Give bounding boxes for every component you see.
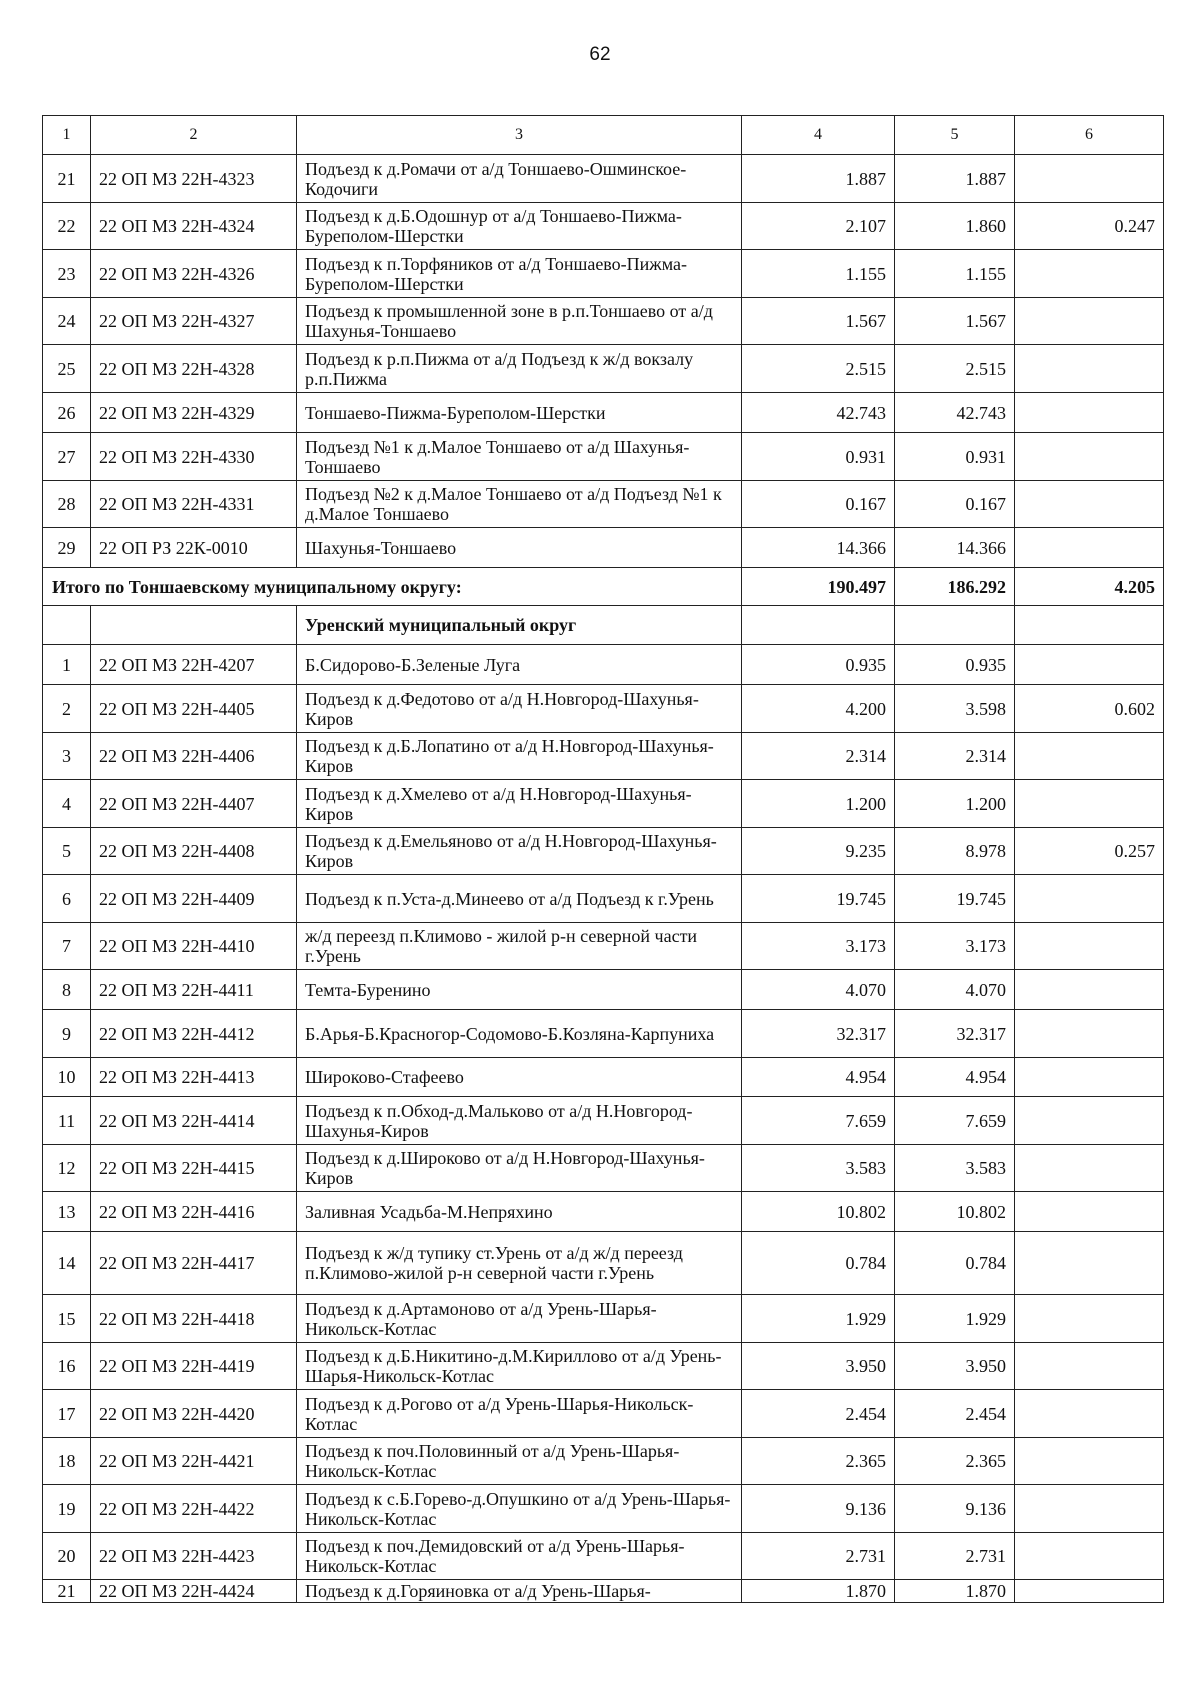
- length-total: 10.802: [742, 1192, 895, 1232]
- header-col-4: 4: [742, 116, 895, 155]
- row-number: 19: [43, 1485, 91, 1533]
- table-row: [43, 970, 1164, 1010]
- empty-cell: [1015, 606, 1164, 645]
- header-col-2: 2: [91, 116, 297, 155]
- row-number: 14: [43, 1232, 91, 1295]
- road-code: 22 ОП МЗ 22Н-4417: [91, 1232, 297, 1295]
- length-total: 3.950: [742, 1343, 895, 1390]
- length-col-5: 14.366: [895, 528, 1015, 568]
- row-number: 17: [43, 1390, 91, 1438]
- row-number: 21: [43, 155, 91, 203]
- row-number: 28: [43, 481, 91, 528]
- length-col-6: [1015, 970, 1164, 1010]
- length-col-5: 1.567: [895, 298, 1015, 345]
- length-col-5: 8.978: [895, 828, 1015, 875]
- road-name: Темта-Буренино: [297, 970, 742, 1010]
- road-code: 22 ОП МЗ 22Н-4331: [91, 481, 297, 528]
- header-col-5: 5: [895, 116, 1015, 155]
- road-code: 22 ОП МЗ 22Н-4405: [91, 685, 297, 733]
- road-name: Подъезд к промышленной зоне в р.п.Тоншаево от а/д Шахунья-Тоншаево: [297, 298, 742, 345]
- length-total: 2.731: [742, 1533, 895, 1580]
- table-row: [43, 1232, 1164, 1295]
- road-name: Подъезд к р.п.Пижма от а/д Подъезд к ж/д вокзалу р.п.Пижма: [297, 345, 742, 393]
- road-code: 22 ОП МЗ 22Н-4207: [91, 645, 297, 685]
- road-code: 22 ОП МЗ 22Н-4419: [91, 1343, 297, 1390]
- length-col-6: [1015, 645, 1164, 685]
- length-col-6: [1015, 393, 1164, 433]
- length-col-6: [1015, 1145, 1164, 1192]
- road-name: Подъезд к с.Б.Горево-д.Опушкино от а/д Урень-Шарья-Никольск-Котлас: [297, 1485, 742, 1533]
- length-col-6: [1015, 250, 1164, 298]
- table-row: [43, 393, 1164, 433]
- length-col-6: [1015, 528, 1164, 568]
- table-row: [43, 828, 1164, 875]
- length-total: 2.454: [742, 1390, 895, 1438]
- length-col-6: [1015, 1580, 1164, 1603]
- road-name: Подъезд №2 к д.Малое Тоншаево от а/д Подъезд №1 к д.Малое Тоншаево: [297, 481, 742, 528]
- table-row: [43, 1058, 1164, 1097]
- row-number: 1: [43, 645, 91, 685]
- length-total: 3.583: [742, 1145, 895, 1192]
- length-col-5: 3.950: [895, 1343, 1015, 1390]
- road-code: 22 ОП МЗ 22Н-4416: [91, 1192, 297, 1232]
- row-number: 20: [43, 1533, 91, 1580]
- length-col-5: 2.314: [895, 733, 1015, 780]
- row-number: 7: [43, 923, 91, 970]
- road-name: Заливная Усадьба-М.Непряхино: [297, 1192, 742, 1232]
- length-total: 0.931: [742, 433, 895, 481]
- table-row: [43, 433, 1164, 481]
- length-col-6: 0.257: [1015, 828, 1164, 875]
- length-total: 4.200: [742, 685, 895, 733]
- total-label: Итого по Тоншаевскому муниципальному округу:: [43, 568, 742, 606]
- header-col-3: 3: [297, 116, 742, 155]
- row-number: 8: [43, 970, 91, 1010]
- length-col-6: [1015, 1010, 1164, 1058]
- row-number: 2: [43, 685, 91, 733]
- table-row: [43, 1145, 1164, 1192]
- length-col-6: [1015, 1343, 1164, 1390]
- row-number: 22: [43, 203, 91, 250]
- length-col-5: 1.860: [895, 203, 1015, 250]
- length-col-6: [1015, 1097, 1164, 1145]
- length-total: 1.155: [742, 250, 895, 298]
- road-name: Подъезд к ж/д тупику ст.Урень от а/д ж/д переезд п.Климово-жилой р-н северной части г.Урень: [297, 1232, 742, 1295]
- road-name: Подъезд к п.Уста-д.Минеево от а/д Подъезд к г.Урень: [297, 875, 742, 923]
- length-col-6: [1015, 1295, 1164, 1343]
- length-col-6: [1015, 1192, 1164, 1232]
- road-code: 22 ОП МЗ 22Н-4411: [91, 970, 297, 1010]
- length-total: 4.070: [742, 970, 895, 1010]
- table-row: [43, 1343, 1164, 1390]
- road-name: Подъезд к д.Емельяново от а/д Н.Новгород-Шахунья-Киров: [297, 828, 742, 875]
- row-number: 10: [43, 1058, 91, 1097]
- length-total: 1.887: [742, 155, 895, 203]
- length-col-5: 1.870: [895, 1580, 1015, 1603]
- length-col-6: [1015, 481, 1164, 528]
- road-name: Подъезд к д.Горяиновка от а/д Урень-Шарья-: [297, 1580, 742, 1603]
- district-title: Уренский муниципальный округ: [297, 606, 742, 645]
- table-row: [43, 528, 1164, 568]
- road-name: Широково-Стафеево: [297, 1058, 742, 1097]
- length-col-5: 2.365: [895, 1438, 1015, 1485]
- empty-cell: [895, 606, 1015, 645]
- row-number: 13: [43, 1192, 91, 1232]
- length-col-6: [1015, 733, 1164, 780]
- row-number: 25: [43, 345, 91, 393]
- road-name: Подъезд к д.Ромачи от а/д Тоншаево-Ошминское-Кодочиги: [297, 155, 742, 203]
- road-name: Подъезд к д.Федотово от а/д Н.Новгород-Шахунья-Киров: [297, 685, 742, 733]
- road-code: 22 ОП РЗ 22К-0010: [91, 528, 297, 568]
- road-code: 22 ОП МЗ 22Н-4330: [91, 433, 297, 481]
- table-row: [43, 1390, 1164, 1438]
- length-total: 9.235: [742, 828, 895, 875]
- road-code: 22 ОП МЗ 22Н-4407: [91, 780, 297, 828]
- length-total: 3.173: [742, 923, 895, 970]
- table-row: [43, 923, 1164, 970]
- length-col-6: [1015, 155, 1164, 203]
- length-col-5: 2.731: [895, 1533, 1015, 1580]
- length-col-5: 1.887: [895, 155, 1015, 203]
- header-row: [43, 116, 1164, 155]
- table-row: [43, 875, 1164, 923]
- empty-cell: [91, 606, 297, 645]
- row-number: 29: [43, 528, 91, 568]
- road-code: 22 ОП МЗ 22Н-4409: [91, 875, 297, 923]
- length-total: 42.743: [742, 393, 895, 433]
- road-name: Подъезд к д.Хмелево от а/д Н.Новгород-Шахунья-Киров: [297, 780, 742, 828]
- length-col-5: 4.070: [895, 970, 1015, 1010]
- row-number: 24: [43, 298, 91, 345]
- table-row: [43, 685, 1164, 733]
- road-name: Шахунья-Тоншаево: [297, 528, 742, 568]
- row-number: 23: [43, 250, 91, 298]
- length-col-6: [1015, 1058, 1164, 1097]
- total-col-6: 4.205: [1015, 568, 1164, 606]
- length-total: 9.136: [742, 1485, 895, 1533]
- road-name: Подъезд к п.Обход-д.Мальково от а/д Н.Новгород-Шахунья-Киров: [297, 1097, 742, 1145]
- length-total: 32.317: [742, 1010, 895, 1058]
- length-col-6: [1015, 923, 1164, 970]
- road-code: 22 ОП МЗ 22Н-4421: [91, 1438, 297, 1485]
- length-col-5: 0.931: [895, 433, 1015, 481]
- row-number: 3: [43, 733, 91, 780]
- length-col-6: [1015, 875, 1164, 923]
- table-row: [43, 203, 1164, 250]
- length-col-6: [1015, 1485, 1164, 1533]
- length-col-5: 19.745: [895, 875, 1015, 923]
- length-col-6: [1015, 1533, 1164, 1580]
- length-col-5: 42.743: [895, 393, 1015, 433]
- length-col-5: 2.515: [895, 345, 1015, 393]
- length-col-5: 4.954: [895, 1058, 1015, 1097]
- table-row: [43, 1010, 1164, 1058]
- length-col-5: 1.155: [895, 250, 1015, 298]
- table-row: [43, 780, 1164, 828]
- length-col-5: 3.173: [895, 923, 1015, 970]
- length-col-5: 0.167: [895, 481, 1015, 528]
- road-name: Подъезд к поч.Половинный от а/д Урень-Шарья-Никольск-Котлас: [297, 1438, 742, 1485]
- road-name: ж/д переезд п.Климово - жилой р-н северной части г.Урень: [297, 923, 742, 970]
- table-row: [43, 645, 1164, 685]
- table-row: [43, 155, 1164, 203]
- length-total: 7.659: [742, 1097, 895, 1145]
- table-row: [43, 1485, 1164, 1533]
- table-row: [43, 250, 1164, 298]
- total-col-5: 186.292: [895, 568, 1015, 606]
- road-code: 22 ОП МЗ 22Н-4327: [91, 298, 297, 345]
- length-total: 2.365: [742, 1438, 895, 1485]
- road-name: Подъезд к д.Б.Одошнур от а/д Тоншаево-Пижма-Буреполом-Шерстки: [297, 203, 742, 250]
- length-total: 2.515: [742, 345, 895, 393]
- header-col-6: 6: [1015, 116, 1164, 155]
- length-col-5: 3.583: [895, 1145, 1015, 1192]
- length-total: 0.784: [742, 1232, 895, 1295]
- road-code: 22 ОП МЗ 22Н-4412: [91, 1010, 297, 1058]
- road-code: 22 ОП МЗ 22Н-4406: [91, 733, 297, 780]
- district-heading-row: [43, 606, 1164, 645]
- road-name: Подъезд к д.Б.Никитино-д.М.Кириллово от а/д Урень-Шарья-Никольск-Котлас: [297, 1343, 742, 1390]
- total-length: 190.497: [742, 568, 895, 606]
- road-code: 22 ОП МЗ 22Н-4424: [91, 1580, 297, 1603]
- length-col-5: 1.929: [895, 1295, 1015, 1343]
- length-col-5: 32.317: [895, 1010, 1015, 1058]
- table-row: [43, 1533, 1164, 1580]
- length-total: 1.200: [742, 780, 895, 828]
- length-total: 1.870: [742, 1580, 895, 1603]
- page-number: 62: [589, 44, 611, 65]
- road-code: 22 ОП МЗ 22Н-4418: [91, 1295, 297, 1343]
- length-col-5: 0.784: [895, 1232, 1015, 1295]
- length-col-5: 2.454: [895, 1390, 1015, 1438]
- row-number: 16: [43, 1343, 91, 1390]
- length-col-5: 9.136: [895, 1485, 1015, 1533]
- length-col-6: [1015, 1232, 1164, 1295]
- length-col-6: [1015, 345, 1164, 393]
- road-name: Подъезд к д.Б.Лопатино от а/д Н.Новгород-Шахунья-Киров: [297, 733, 742, 780]
- road-code: 22 ОП МЗ 22Н-4408: [91, 828, 297, 875]
- table-row: [43, 1295, 1164, 1343]
- length-total: 0.167: [742, 481, 895, 528]
- row-number: 18: [43, 1438, 91, 1485]
- road-code: 22 ОП МЗ 22Н-4415: [91, 1145, 297, 1192]
- table-row: [43, 1192, 1164, 1232]
- length-col-5: 7.659: [895, 1097, 1015, 1145]
- row-number: 9: [43, 1010, 91, 1058]
- row-number: 21: [43, 1580, 91, 1603]
- road-code: 22 ОП МЗ 22Н-4326: [91, 250, 297, 298]
- row-number: 11: [43, 1097, 91, 1145]
- length-col-6: [1015, 433, 1164, 481]
- row-number: 26: [43, 393, 91, 433]
- table-row: [43, 1438, 1164, 1485]
- road-name: Подъезд №1 к д.Малое Тоншаево от а/д Шахунья-Тоншаево: [297, 433, 742, 481]
- road-code: 22 ОП МЗ 22Н-4413: [91, 1058, 297, 1097]
- length-col-5: 10.802: [895, 1192, 1015, 1232]
- table-row: [43, 1097, 1164, 1145]
- road-name: Тоншаево-Пижма-Буреполом-Шерстки: [297, 393, 742, 433]
- road-code: 22 ОП МЗ 22Н-4420: [91, 1390, 297, 1438]
- road-code: 22 ОП МЗ 22Н-4422: [91, 1485, 297, 1533]
- road-code: 22 ОП МЗ 22Н-4423: [91, 1533, 297, 1580]
- table-row: [43, 1580, 1164, 1603]
- table-row: [43, 298, 1164, 345]
- total-row: [43, 568, 1164, 606]
- length-col-5: 1.200: [895, 780, 1015, 828]
- road-name: Б.Арья-Б.Красногор-Содомово-Б.Козляна-Карпуниха: [297, 1010, 742, 1058]
- road-code: 22 ОП МЗ 22Н-4414: [91, 1097, 297, 1145]
- length-col-6: [1015, 1438, 1164, 1485]
- row-number: 6: [43, 875, 91, 923]
- length-col-5: 0.935: [895, 645, 1015, 685]
- table-row: [43, 345, 1164, 393]
- row-number: 27: [43, 433, 91, 481]
- road-code: 22 ОП МЗ 22Н-4328: [91, 345, 297, 393]
- row-number: 4: [43, 780, 91, 828]
- length-col-6: 0.602: [1015, 685, 1164, 733]
- length-total: 2.107: [742, 203, 895, 250]
- road-code: 22 ОП МЗ 22Н-4324: [91, 203, 297, 250]
- table-row: [43, 481, 1164, 528]
- road-code: 22 ОП МЗ 22Н-4410: [91, 923, 297, 970]
- length-total: 14.366: [742, 528, 895, 568]
- empty-cell: [43, 606, 91, 645]
- length-total: 0.935: [742, 645, 895, 685]
- road-name: Подъезд к поч.Демидовский от а/д Урень-Шарья-Никольск-Котлас: [297, 1533, 742, 1580]
- road-name: Подъезд к д.Артамоново от а/д Урень-Шарья-Никольск-Котлас: [297, 1295, 742, 1343]
- length-col-6: [1015, 298, 1164, 345]
- road-name: Подъезд к п.Торфяников от а/д Тоншаево-Пижма-Буреполом-Шерстки: [297, 250, 742, 298]
- length-col-6: 0.247: [1015, 203, 1164, 250]
- length-total: 1.567: [742, 298, 895, 345]
- length-total: 1.929: [742, 1295, 895, 1343]
- length-total: 2.314: [742, 733, 895, 780]
- length-total: 19.745: [742, 875, 895, 923]
- road-code: 22 ОП МЗ 22Н-4323: [91, 155, 297, 203]
- row-number: 12: [43, 1145, 91, 1192]
- row-number: 5: [43, 828, 91, 875]
- header-col-1: 1: [43, 116, 91, 155]
- length-col-5: 3.598: [895, 685, 1015, 733]
- length-col-6: [1015, 780, 1164, 828]
- length-total: 4.954: [742, 1058, 895, 1097]
- road-name: Подъезд к д.Рогово от а/д Урень-Шарья-Никольск-Котлас: [297, 1390, 742, 1438]
- roads-table: [42, 115, 1164, 1603]
- row-number: 15: [43, 1295, 91, 1343]
- road-code: 22 ОП МЗ 22Н-4329: [91, 393, 297, 433]
- road-name: Подъезд к д.Широково от а/д Н.Новгород-Шахунья-Киров: [297, 1145, 742, 1192]
- road-name: Б.Сидорово-Б.Зеленые Луга: [297, 645, 742, 685]
- length-col-6: [1015, 1390, 1164, 1438]
- table-row: [43, 733, 1164, 780]
- empty-cell: [742, 606, 895, 645]
